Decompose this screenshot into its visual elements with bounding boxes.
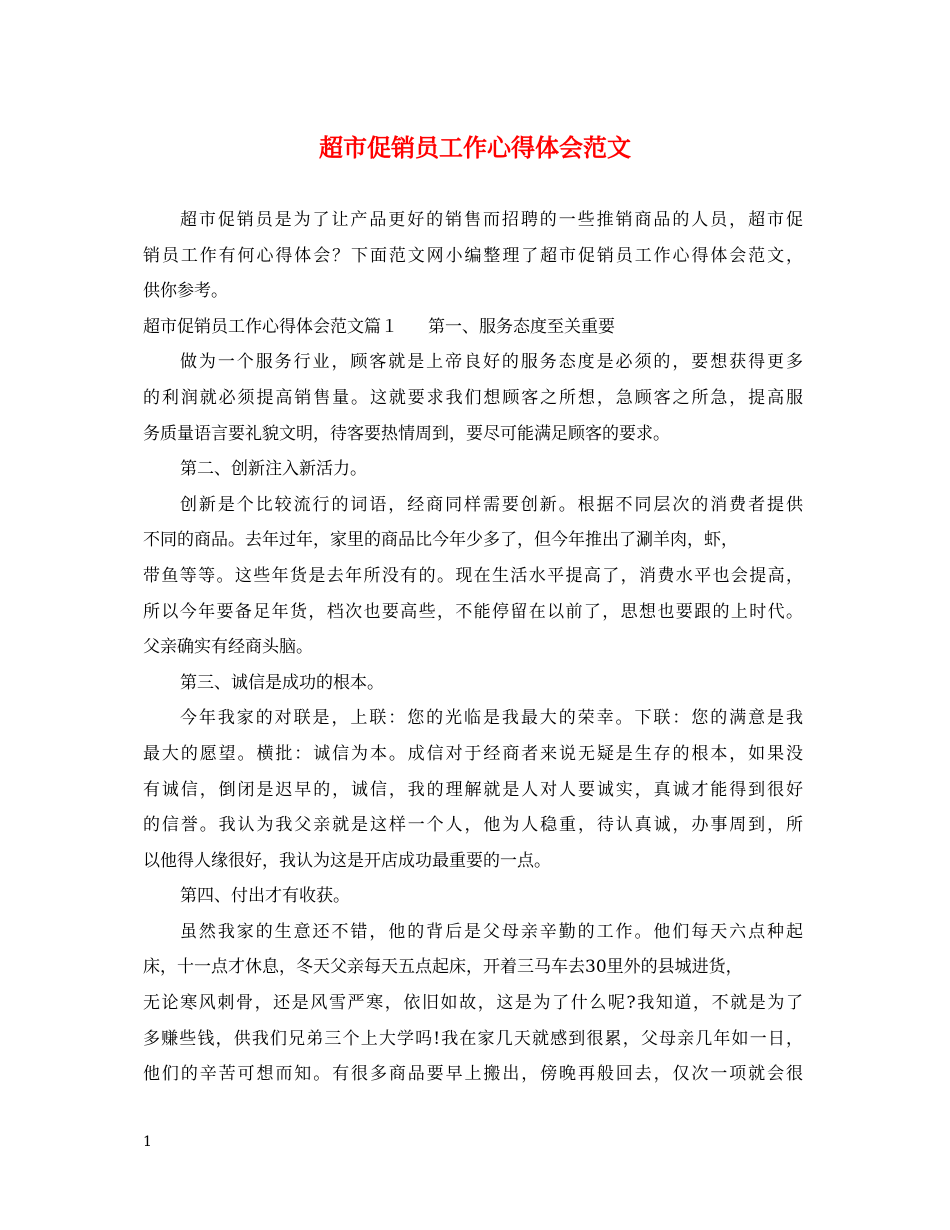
- text-line: [143, 630, 803, 666]
- text-line-content: 虽然我家的生意还不错，他的背后是父母亲辛勤的工作。他们每天六点种起: [180, 921, 803, 942]
- text-line-content: 父亲确实有经商头脑。: [143, 637, 313, 658]
- text-line: [143, 773, 803, 809]
- text-line: [143, 559, 803, 595]
- text-line: [143, 381, 803, 417]
- text-line: [143, 1057, 803, 1093]
- text-line: [143, 274, 803, 310]
- text-line-content: 今年我家的对联是，上联：您的光临是我最大的荣幸。下联：您的满意是我: [180, 708, 803, 729]
- text-line-content: 带鱼等等。这些年货是去年所没有的。现在生活水平提高了，消费水平也会提高，: [143, 565, 803, 586]
- text-line-content: 务质量语言要礼貌文明，待客要热情周到，要尽可能满足顾客的要求。: [143, 423, 670, 444]
- text-line: [143, 879, 803, 915]
- text-line: [143, 239, 803, 275]
- text-line-content: 床，十一点才休息，冬天父亲每天五点起床，开着三马车去30里外的县城进货，: [143, 957, 743, 978]
- text-line-content: 所以今年要备足年货，档次也要高些，不能停留在以前了，思想也要跟的上时代。: [143, 601, 803, 622]
- text-line-content: 第三、诚信是成功的根本。: [180, 672, 384, 693]
- text-line-content: 做为一个服务行业，顾客就是上帝良好的服务态度是必须的，要想获得更多: [180, 352, 803, 373]
- text-line-content: 创新是个比较流行的词语，经商同样需要创新。根据不同层次的消费者提供: [180, 494, 803, 515]
- text-line-content: 的信誉。我认为我父亲就是这样一个人，他为人稳重，待认真诚，办事周到，所: [143, 815, 803, 836]
- text-line: [143, 417, 803, 453]
- text-line: [143, 310, 803, 346]
- text-line: [143, 950, 803, 986]
- page-number: 1: [143, 1134, 152, 1150]
- text-line: [143, 203, 803, 239]
- text-line-content: 不同的商品。去年过年，家里的商品比今年少多了，但今年推出了涮羊肉，虾，: [143, 530, 738, 551]
- text-line-content: 的利润就必须提高销售量。这就要求我们想顾客之所想，急顾客之所急，提高服: [143, 387, 803, 408]
- text-line-content: 最大的愿望。横批：诚信为本。成信对于经商者来说无疑是生存的根本，如果没: [143, 743, 803, 764]
- text-line: [143, 808, 803, 844]
- text-line-content: 第二、创新注入新活力。: [180, 459, 367, 480]
- text-line-content: 超市促销员工作心得体会范文篇１: [143, 316, 398, 337]
- text-line: [143, 737, 803, 773]
- text-line-content: 无论寒风刺骨，还是风雪严寒，依旧如故，这是为了什么呢?我知道，不就是为了: [143, 993, 803, 1014]
- text-line: [143, 1022, 803, 1058]
- text-line-content: 供你参考。: [143, 281, 228, 302]
- text-line: [143, 915, 803, 951]
- text-line-content: 有诚信，倒闭是迟早的，诚信，我的理解就是人对人要诚实，真诚才能得到很好: [143, 779, 803, 800]
- document-title: 超市促销员工作心得体会范文: [319, 133, 631, 162]
- text-line: [143, 701, 803, 737]
- text-line-content: 多赚些钱，供我们兄弟三个上大学吗!我在家几天就感到很累，父母亲几年如一日，: [143, 1028, 803, 1049]
- text-line: [143, 595, 803, 631]
- text-line-content: 第四、付出才有收获。: [180, 886, 350, 907]
- text-line: [143, 523, 803, 559]
- text-line-content: 销员工作有何心得体会？下面范文网小编整理了超市促销员工作心得体会范文，: [143, 245, 803, 266]
- text-line: [143, 452, 803, 488]
- text-line: [143, 986, 803, 1022]
- document-body: [143, 203, 803, 1093]
- text-line-content: 以他得人缘很好，我认为这是开店成功最重要的一点。: [143, 850, 551, 871]
- text-line: [143, 844, 803, 880]
- text-line-heading: 第一、服务态度至关重要: [428, 316, 615, 337]
- text-line: [143, 488, 803, 524]
- text-line: [143, 666, 803, 702]
- text-line: [143, 345, 803, 381]
- text-line-content: 他们的辛苦可想而知。有很多商品要早上搬出，傍晚再般回去，仅次一项就会很: [143, 1064, 803, 1085]
- text-line-content: 超市促销员是为了让产品更好的销售而招聘的一些推销商品的人员，超市促: [180, 210, 803, 230]
